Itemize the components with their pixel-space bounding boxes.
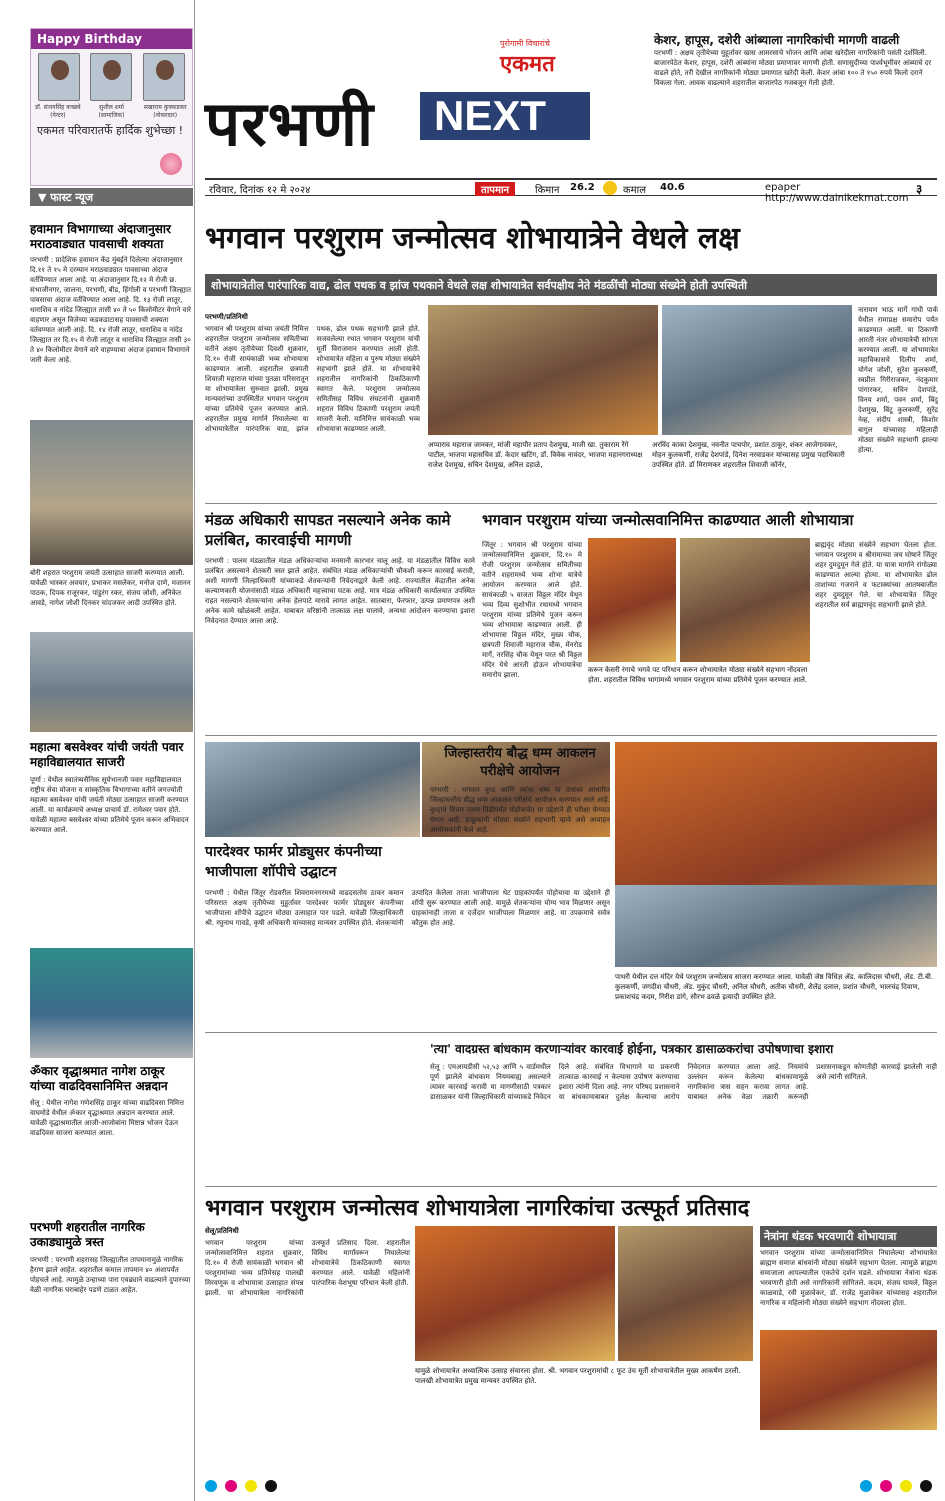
jintur-caption: करून केसरी रंगाचे भगवे पट परिधान करून शोभायात्रेत मोठ्या संख्येने सहभाग नोंदवला होता. शहरातील विविध भागांमध्ये भगवान परशुराम यांच्या प्रतिमेचे पूजन करण्यात आले.: [588, 666, 808, 684]
brand-logo: एकमत: [500, 52, 555, 77]
registration-mark: [265, 1480, 277, 1492]
farmer-photo-1: [205, 742, 420, 837]
jintur-body-right: ब्राह्मवृंद मोठ्या संख्येने सहभाग घेतला होता. भगवान परशुराम व श्रीरामाच्या जय घोषाने जिंतूर शहर दुमदुमून गेले होते. या यात्रा मार्गाने रांगोळ्या काढण्यात आल्या होत्या. या शोभायात्रेत ढोल ताशांच्या गजराने व फटाक्यांच्या आतषबाजीत शहर दुमदुमून गेले. या शोभायात्रेत जिंतूर शहरातील सर्व ब्राह्मणवृंद सहभागी झाले होते.: [815, 541, 937, 609]
page-title: परभणी: [205, 87, 375, 160]
top-brief-headline: केशर, हापूस, दशेरी आंब्याला नागरिकांची मागणी वाढली: [654, 33, 900, 47]
selu-headline: 'त्या' वादग्रस्त बांधकाम करणाऱ्यांवर कारवाई होईना, पत्रकार डासाळकरांचा उपोषणाचा इशारा: [430, 1042, 834, 1056]
bottom-byline: सेलू/प्रतिनिधी: [205, 1227, 239, 1235]
birthday-name: सखाराम कुक्कडकर: [143, 104, 187, 111]
fast-news-header: [30, 188, 193, 206]
registration-mark: [205, 1480, 217, 1492]
jintur-body: जिंतूर : भगवान श्री परशुराम यांच्या जन्मोत्सवानिमित्त शुक्रवार, दि.१० मे रोजी परशुराम जन्मोत्सव समितीच्या वतीने शहरामध्ये भव्य शोभा यात्रेचे आयोजन करण्यात आले होते. सायंकाळी ५ वाजता विठ्ठल मंदिर येथून भव्य दिव्य सुशोभीत रथामध्ये भगवान परशुराम यांच्या प्रतिमेचे पूजन करून भव्य शोभायात्रा काढण्यात आली. ही शोभायात्रा विठ्ठल मंदिर, मुख्य चौक, छत्रपती शिवाजी महाराज चौक, मेंनरोड मार्गे, नरसिंह चौक येथून परत श्री विठ्ठल मंदिर येथे आरती होऊन शोभायात्रेचा समारोप झाला.: [482, 541, 582, 679]
buddha-headline: जिल्हास्तरीय बौद्ध धम्म आकलन परीक्षेचे आयोजन: [444, 746, 596, 779]
fast-news-body: पूर्णा : येथील स्वातंत्र्यसैनिक सूर्यभानजी पवार महाविद्यालयात राष्ट्रीय सेवा योजना व सांस्कृतिक विभागाच्या वतीने जगज्योती महात्मा बसवेश्वर यांची जयंती मोठ्या उत्साहात साजरी करण्यात आली. या कार्यक्रमाचे अध्यक्ष प्राचार्य डॉ. रामेश्वर पवार होते. यावेळी महात्मा बसवेश्वर यांच्या प्रतिमेचे पूजन करून अभिवादन करण्यात आले.: [30, 776, 189, 834]
mandal-headline: मंडळ अधिकारी सापडत नसल्याने अनेक कामे प्रलंबित, कारवाईची मागणी: [205, 511, 451, 549]
page-number: ३: [916, 182, 923, 196]
dateline: [205, 178, 937, 204]
news-photo: [30, 420, 193, 565]
fast-news-headline: ॐकार वृद्धाश्रमात नागेश ठाकूर यांच्या वाढदिवसानिमित्त अन्नदान: [30, 1064, 168, 1093]
birthday-name: सुशील शर्मा: [99, 104, 124, 111]
lead-body-right: नारायण भाऊ मार्गे गांधी पार्क येथील रामाप्रक्ष समारोप पर्यंत काढण्यात आली. या ठिकाणी आरती नंतर शोभायात्रेची सांगता करण्यात आली. या शोभायात्रेत महाविकासचे दिलीप शर्मा, योगेश जोशी, सुरेश कुलकर्णी, स्वप्नील गिरीराजकर, नंदकुमार पांगारकर, सचिन देशपांडे, विनय शर्मा, पवन शर्मा, बिंदु देशमुख, बिंटू कुलकर्णी, सुरेंद्र नेव्ह, संदीप शास्त्री, किशोर बागुल यांच्यासह महिलाही मोठ्या संख्येने सहभागी झाल्या होत्या.: [858, 306, 938, 454]
registration-mark: [860, 1480, 872, 1492]
farmer-headline: पारदेश्वर फार्मर प्रोड्युसर कंपनीच्या भाजीपाला शॉपीचे उद्घाटन: [205, 844, 382, 880]
chevron-down-icon: ▼: [38, 191, 51, 204]
lead-body: भगवान श्री परशुराम यांच्या जयंती निमित्त शहरातील परशुराम जन्मोत्सव समितीच्या वतीने अक्षय तृतीयेच्या दिवशी शुक्रवार, दि.१० रोजी सायंकाळी भव्य शोभायात्रा काढण्यात आली. शहरातील छत्रपती शिवाजी महाराज यांच्या पुतळा परिसरातून या शोभायात्रेला सुरुवात झाली. प्रमुख मान्यवरांच्या उपस्थितीत भगवान परशुराम यांच्या प्रतिमेचे पूजन करण्यात आले. शहरातील प्रमुख मार्गाने निघालेल्या या शोभायात्रेतील पारंपारिक वाद्य, झांज पथक, ढोल पथक सहभागी झाले होते. सजवलेल्या रथात भगवान परशुराम यांची मूर्ती विराजमान करण्यात आली होती. शोभायात्रेत महिला व पुरुष मोठ्या संख्येने सहभागी झाले होते. या शोभायात्रेचे शहरातील नागरिकांनी ठिकठिकाणी स्वागत केले. परशुराम जन्मोत्सव समितीसह विविध संघटनांनी शुक्रवारी शहरात विविध ठिकाणी परशुराम जयंती साजरी केली. यानिमित्त सायंकाळी भव्य शोभायात्रा काढण्यात आली.: [205, 325, 420, 433]
fast-news-body: परभणी : परभणी शहरासह जिल्ह्यातील तापमानामुळे नागरिक हैराण झाले आहेत. शहरातील कमाल तापमान ४० अंशापर्यंत पोहचले आहे. त्यामुळे उन्हाच्या पारा एवढ्याने वाढल्याने दुपारच्या वेळी नागरिक घराबाहेर पडणे टाळत आहेत.: [30, 1256, 191, 1294]
pathri-caption: पाथरी येथील दत्त मंदिर येथे परशुराम जन्मोत्सव साजरा करण्यात आला. यावेळी जेष्ठ विधिज्ञ ॲड. कालिदास चौधरी, ॲड. टी.बी. कुलकर्णी, जगदीश चौधरी, ॲड. मुकुंद चौधरी, अनिल चौधरी, अतीक चौधरी, शैलेंद्र दलाल, प्रशांत चौधरी, भालचंद्र दिवाण, प्रकाशचंद्र कदम, गिरीश डांगे, सौरभ ढवळे इत्यादी उपस्थित होते.: [615, 973, 934, 1001]
sun-icon: [603, 181, 617, 198]
max-temp-value: 40.6: [660, 182, 685, 193]
registration-mark: [225, 1480, 237, 1492]
top-brief: [654, 32, 937, 172]
jintur-photo-1: [588, 538, 676, 662]
fast-news-headline: परभणी शहरातील नागरिक उकाड्यामुळे त्रस्त: [30, 1220, 145, 1249]
bottom-photo-1: [415, 1226, 615, 1361]
bottom-body: भगवान परशुराम यांच्या जन्मोत्सवानिमित्त शहरात शुक्रवार, दि.१० मे रोजी सायंकाळी भगवान श्री परशुरामांच्या भव्य प्रतिमेसह पालखी मिरवणूक व शोभायात्रा उत्साहात संपन्न झाली. या शोभायात्रेला नागरिकांनी उत्स्फूर्त प्रतिसाद दिला. शहरातील विविध मार्गांवरून निघालेल्या शोभायात्रेचे ठिकठिकाणी स्वागत करण्यात आले. यावेळी महिलांनी पारंपारिक वेशभूषा परिधान केली होती.: [205, 1239, 410, 1297]
buddha-body: परभणी : भगवान बुध्द आणि त्यांचा धम्म या ग्रंथावर आधारित जिल्हास्तरीय बौद्ध धम्म आकलन परीक्षेचे आयोजन करण्यात आले आहे. बुध्दांचे विचार तरुण पिढीपर्यंत पोहोचावेत या उद्देशाने ही परीक्षा घेण्यात येणार आहे. इच्छुकांनी मोठ्या संख्येने सहभागी व्हावे असे आवाहन आयोजकांनी केले आहे.: [430, 786, 610, 834]
registration-mark: [880, 1480, 892, 1492]
registration-mark: [245, 1480, 257, 1492]
fast-news-body: परभणी : प्रादेशिक हवामान केंद्र मुंबईने दिलेल्या अंदाजानुसार दि.११ ते १५ मे दरम्यान मराठवाड्यात पावसाच्या अंदाज वर्तविण्यात आला आहे. या अंदाजानुसार दि.१२ मे रोजी छ. संभाजीनगर, जालना, परभणी, बीड, हिंगोली व परभणी जिल्ह्यात पावसाचा अंदाज वर्तविण्यात आला आहे. दि. १३ रोजी लातूर, धाराशिव व नांदेड जिल्ह्यात तासी ४० ते ५० किलोमीटर वेगाने वारे वाहणार असून विजेच्या कडकडाटासह पावसाची शक्यता वर्तवण्यात आली आहे. दि. १४ रोजी लातूर, धाराशिव व नांदेड जिल्ह्यात तर दि.१५ मे रोजी लातूर व धाराशिव जिल्ह्यात तासी ३० ते ४० किलोमीटर वेगाने वारे वाहण्याचा अंदाज हवामान विभागाने जारी केला आहे.: [30, 256, 192, 364]
side-title: नेत्रांना थंडक भरवणारी शोभायात्रा: [760, 1226, 937, 1247]
max-temp-label: कमाल: [623, 185, 647, 196]
news-photo: [30, 632, 193, 732]
website-link[interactable]: epaper http://www.dainikekmat.com: [765, 182, 909, 204]
date-text: रविवार, दिनांक १२ मे २०२४: [209, 185, 311, 196]
pathri-photo-2: [615, 885, 937, 967]
lead-caption: अरविंद काका देशमुख, नवनीत पाचपोर, प्रशांत ठाकूर, शंकर आजेगावकर, मोहन कुलकर्णी, राजेंद्र देशपांडे, दिनेश नरवाडकर यांच्यासह प्रमुख पदाधिकारी उपस्थित होते. डॉ मिराणकर शहरातील शिवाजी कॉर्नर,: [652, 441, 845, 469]
jintur-photo-2: [680, 538, 810, 662]
fast-news-headline: हवामान विभागाच्या अंदाजानुसार मराठवाड्यात पावसाची शक्यता: [30, 222, 171, 251]
bottom-headline: भगवान परशुराम जन्मोत्सव शोभायात्रेला नागरिकांचा उत्स्फूर्त प्रतिसाद: [205, 1196, 750, 1221]
birthday-role: (नोकरदार): [153, 112, 178, 119]
divider: [205, 1186, 937, 1187]
birthday-role: (पेन्टर): [50, 112, 66, 119]
registration-mark: [900, 1480, 912, 1492]
bottom-caption: यामुळे शोभायात्रेत अध्यात्मिक उत्साह संचारला होता. श्री. भगवान परशुरामांची ८ फूट उंच मूर्ती शोभायात्रेतील मुख्य आकर्षण ठरली. पालखी शोभायात्रेत प्रमुख मान्यवर उपस्थित होते.: [415, 1367, 741, 1385]
jintur-headline: भगवान परशुराम यांच्या जन्मोत्सवानिमित्त काढण्यात आली शोभायात्रा: [482, 511, 854, 529]
temperature-label: तापमान: [475, 182, 515, 196]
side-body: भगवान परशुराम यांच्या जन्मोत्सवानिमित्त निघालेल्या शोभायात्रेत ब्राह्मण समाज बांधवांनी मोठ्या संख्येने सहभाग घेतला. त्यामुळे ब्राह्मण समाजाला आपल्यातील एकतेचे दर्शन घडले. शोभायात्रा नेत्रांना थंडक भरवणारी होती असे नागरिकांनी सांगितले. कदम, संजय घायले, विठ्ठल काळवाडे, रवी मुळावेकर, डॉ. राजेंद्र मुळावेकर यांच्यासह शहरातील नागरिक व महिलांनी मोठ्या संख्येने सहभाग नोंदवला होता.: [760, 1249, 937, 1307]
mandal-body: परभणी : पालम मंडळातील मंडळ अधिकाऱ्यांचा मनमानी कारभार चालू आहे. या मंडळातील विविध कामे प्रलंबित असल्याने शेतकरी त्रस्त झाले आहेत. संबंधित मंडळ अधिकाऱ्यांची चौकशी करून कारवाई करावी, अशी मागणी जिल्हाधिकारी यांच्याकडे शेतकऱ्यांनी निवेदनाद्वारे केली आहे. राज्यातील केंद्रातील अनेक कल्याणकारी योजनांसाठी मंडळ अधिकारी महत्त्वाचा घटक आहे. मात्र मंडळ अधिकारी कार्यालयात उपस्थित राहत नसल्याने शेतकऱ्यांना अनेक हेलपाटे मारावे लागत आहेत. सातबारा, फेरफार, उत्पन्न प्रमाणपत्र अशी अनेक कामे खोळंबली आहेत. याबाबत वरिष्ठांनी तात्काळ लक्ष घालावे, अन्यथा आंदोलन करण्याचा इशारा निवेदनात देण्यात आला आहे.: [205, 557, 475, 625]
side-photo: [760, 1330, 937, 1430]
top-brief-body: परभणी : अक्षय तृतीयेच्या मुहूर्तावर खास आमरसाचे भोजन आणि आंबा खरेदीला नागरिकांनी पसंती दर्शविली. बाजारपेठेत केशर, हापूस, दशेरी आंब्यांना मोठ्या प्रमाणावर मागणी होती. सणासुदीच्या पार्श्वभूमीवर आंब्याचे दर वाढले होते, तरी देखील नागरिकांनी मोठ्या प्रमाणात खरेदी केली. केशर आंबा १०० ते १५० रुपये किलो दराने विकला गेला. आवक वाढल्याने शहरातील बाजारपेठ गजबजून गेली होती.: [654, 49, 932, 87]
bottom-photo-2: [618, 1226, 753, 1361]
fast-news-body: सेलू : येथील नागेश गणेशसिंह ठाकूर यांच्या वाढदिवसा निमित्त वाघमोडे येथील ॐकार वृद्धाश्रमात अन्नदान करण्यात आले. यावेळी वृद्धाश्रमातील आजी-आजोबांना मिष्टान्न भोजन देऊन वाढदिवस साजरा करण्यात आला.: [30, 1099, 184, 1137]
fast-news-label: फास्ट न्यूज: [50, 191, 94, 204]
masthead-tagline: पुरोगामी विचारांचे: [500, 39, 550, 48]
min-temp-value: 26.2: [570, 182, 595, 193]
birthday-box: [30, 28, 193, 186]
flower-icon: [160, 153, 182, 175]
next-logo: NEXT: [420, 92, 590, 140]
divider: [205, 735, 937, 736]
lead-byline: परभणी/प्रतिनिधी: [205, 313, 248, 321]
farmer-body: परभणी : येथील जिंतूर रोडवरील शिवरामनगरमध्ये वाढदसतोय ठाकर कमान परिसरात अक्षय तृतीयेच्या मुहूर्तावर पारदेश्वर फार्मर प्रोड्युसर कंपनीच्या भाजीपाला शॉपीचे उद्घाटन मोठ्या उत्साहात पार पडले. यावेळी जिल्हाधिकारी श्री. रघुनाथ गावडे, कृषी अधिकारी यांच्यासह मान्यवर उपस्थित होते. शेतकऱ्यांनी उत्पादित केलेला ताजा भाजीपाला थेट ग्राहकांपर्यंत पोहोचावा या उद्देशाने ही शॉपी सुरू करण्यात आली आहे. यामुळे शेतकऱ्यांना योग्य भाव मिळणार असून ग्राहकांनाही ताजा व दर्जेदार भाजीपाला मिळणार आहे. या उपक्रमाचे सर्वत्र कौतुक होत आहे.: [205, 889, 610, 927]
registration-mark: [920, 1480, 932, 1492]
min-temp-label: किमान: [535, 185, 560, 196]
fast-news-headline: महात्मा बसवेश्वर यांची जयंती पवार महाविद्यालयात साजरी: [30, 740, 184, 769]
birthday-photo-1: [38, 53, 80, 101]
lead-headline: भगवान परशुराम जन्मोत्सव शोभायात्रेने वेधले लक्ष: [205, 221, 740, 256]
birthday-photo-3: [143, 53, 185, 101]
lead-caption: अप्पाराव महाराज जानकर, मांजी महापौर प्रताप देशमुख, माजी खा. तुकाराम रेंगे पाटील, भाजपा महासचिव डॉ. केदार खटिंग, डॉ. विवेक नावंदर, भाजपा महानगराध्यक्ष राजेश देशमुख, सचिन देशमुख, अनिल डहाळे,: [428, 441, 643, 469]
birthday-photo-2: [90, 53, 132, 101]
lead-subline: शोभायात्रेतील पारंपारिक वाद्य, ढोल पथक व झांज पथकाने वेधले लक्ष शोभायात्रेत सर्वपक्षीय नेते मंडळींची मोठ्या संख्येने होती उपस्थिती: [205, 274, 937, 296]
photo-caption: बोरी शहरात परशुराम जयंती उत्साहात साजरी करण्यात आली. यावेळी भास्कर अवचार, प्रभाकर मसलेकर, मनोज दाणे, मजानन पाठक, दिपक राजूरकर, पांडुरंग रकर, संजय जोशी, अनिकेत आवडे, नागेश जोशी दिनकर चांदजकर आदी उपस्थित होते.: [30, 569, 191, 607]
birthday-name: डॉ. संजयसिंह कच्छवे: [35, 104, 81, 111]
left-column: [0, 0, 195, 1501]
birthday-title: Happy Birthday: [31, 29, 192, 49]
birthday-role: (सामाजिक): [98, 112, 125, 119]
news-photo: [30, 948, 193, 1058]
birthday-wish: एकमत परिवारातर्फे हार्दिक शुभेच्छा !: [37, 124, 184, 137]
divider: [205, 503, 937, 504]
birthday-photos: [31, 49, 192, 101]
selu-body: सेलू : एमआयडीसी ५२,५३ आणि ५ वार्डमधील पूर्ण झालेले बांधकाम नियमबाह्य असल्याने त्यावर कारवाई करावी या मागणीसाठी पत्रकार डासाळकर यांनी जिल्हाधिकारी यांच्याकडे निवेदन दिले आहे. संबंधित विभागाने या प्रकरणी तात्काळ कारवाई न केल्यास उपोषण करण्याचा इशारा त्यांनी दिला आहे. नगर परिषद प्रशासनाने या बांधकामाबाबत दुर्लक्ष केल्याचा आरोप निवेदनात करण्यात आला आहे. नियमांचे उल्लंघन करून केलेल्या बांधकामामुळे नागरिकांना त्रास सहन करावा लागत आहे. याबाबत अनेक वेळा तक्रारी करूनही प्रशासनाकडून कोणतीही कारवाई झालेली नाही असे त्यांनी सांगितले.: [430, 1063, 937, 1101]
birthday-names: [31, 101, 192, 119]
lead-photo-2: [662, 305, 852, 435]
divider: [205, 1032, 937, 1033]
lead-photo-1: [428, 305, 658, 435]
